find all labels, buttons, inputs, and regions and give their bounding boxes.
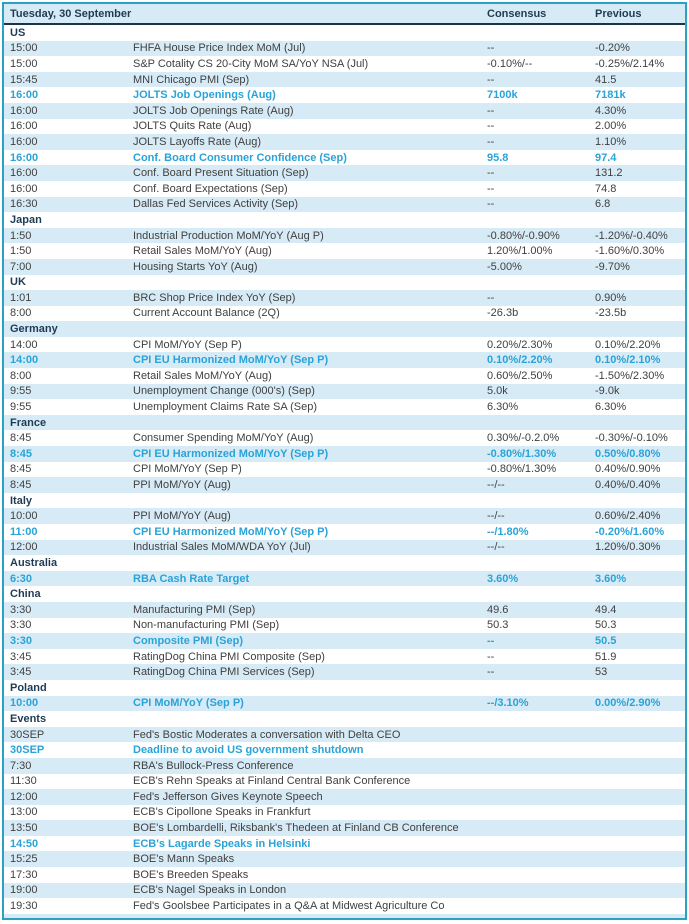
cell-previous: 51.9 <box>595 650 617 663</box>
section-name: Events <box>10 712 47 725</box>
cell-event: ECB's Nagel Speaks in London <box>133 884 287 897</box>
cell-consensus: -- <box>487 650 495 663</box>
section-name: Poland <box>10 681 47 694</box>
cell-consensus: 0.30%/-0.2.0% <box>487 432 560 445</box>
table-bottom-strip <box>4 914 685 918</box>
cell-event: MNI Chicago PMI (Sep) <box>133 73 250 86</box>
cell-event: RBA Cash Rate Target <box>133 572 250 585</box>
cell-time: 16:00 <box>10 151 39 164</box>
cell-time: 19:00 <box>10 884 38 897</box>
event-row <box>4 41 685 57</box>
cell-consensus: -5.00% <box>487 260 522 273</box>
cell-time: 16:00 <box>10 89 39 102</box>
cell-previous: 3.60% <box>595 572 627 585</box>
cell-previous: -9.70% <box>595 260 630 273</box>
event-row <box>4 649 685 665</box>
cell-time: 16:00 <box>10 135 38 148</box>
cell-consensus: -0.80%/1.30% <box>487 447 557 460</box>
event-row <box>4 758 685 774</box>
event-row <box>4 696 685 712</box>
section-name: Japan <box>10 213 42 226</box>
event-row <box>4 165 685 181</box>
cell-event: Unemployment Claims Rate SA (Sep) <box>133 401 318 414</box>
cell-consensus: -- <box>487 104 495 117</box>
cell-event: BRC Shop Price Index YoY (Sep) <box>133 291 296 304</box>
table-date-title: Tuesday, 30 September <box>10 7 132 20</box>
section-name: China <box>10 588 41 601</box>
cell-event: Fed's Jefferson Gives Keynote Speech <box>133 790 323 803</box>
cell-time: 3:45 <box>10 666 32 679</box>
cell-previous: -9.0k <box>595 385 620 398</box>
cell-consensus: -0.10%/-- <box>487 57 533 70</box>
cell-previous: 50.3 <box>595 619 617 632</box>
cell-consensus: -- <box>487 198 495 211</box>
event-row <box>4 805 685 821</box>
cell-event: CPI EU Harmonized MoM/YoY (Sep P) <box>133 447 329 460</box>
cell-previous: -1.60%/0.30% <box>595 245 665 258</box>
cell-event: BOE's Breeden Speaks <box>133 868 249 881</box>
section-header-australia <box>4 555 685 571</box>
cell-event: BOE's Lombardelli, Riksbank's Thedeen at Finland CB Conference <box>133 822 459 835</box>
event-row <box>4 446 685 462</box>
cell-event: Non-manufacturing PMI (Sep) <box>133 619 280 632</box>
cell-consensus: -0.80%/-0.90% <box>487 229 560 242</box>
cell-consensus: -- <box>487 135 495 148</box>
cell-time: 10:00 <box>10 697 39 710</box>
cell-consensus: 1.20%/1.00% <box>487 245 553 258</box>
event-row <box>4 197 685 213</box>
cell-time: 8:45 <box>10 447 33 460</box>
section-name: UK <box>10 276 26 289</box>
event-row <box>4 477 685 493</box>
cell-time: 30SEP <box>10 728 45 741</box>
cell-previous: 131.2 <box>595 167 623 180</box>
event-row <box>4 352 685 368</box>
cell-event: Conf. Board Present Situation (Sep) <box>133 167 309 180</box>
cell-time: 13:50 <box>10 822 38 835</box>
cell-previous: 0.40%/0.40% <box>595 479 661 492</box>
event-row <box>4 259 685 275</box>
cell-consensus: 49.6 <box>487 603 509 616</box>
cell-consensus: 7100k <box>487 89 518 102</box>
cell-previous: -1.20%/-0.40% <box>595 229 668 242</box>
cell-previous: 49.4 <box>595 603 617 616</box>
section-header-poland <box>4 680 685 696</box>
section-header-france <box>4 415 685 431</box>
cell-event: Fed's Bostic Moderates a conversation with Delta CEO <box>133 728 401 741</box>
cell-time: 15:45 <box>10 73 38 86</box>
section-header-japan <box>4 212 685 228</box>
cell-time: 16:00 <box>10 182 38 195</box>
cell-previous: 97.4 <box>595 151 617 164</box>
cell-time: 15:00 <box>10 57 38 70</box>
cell-previous: -0.20%/1.60% <box>595 525 665 538</box>
cell-time: 12:00 <box>10 541 38 554</box>
cell-previous: 53 <box>595 666 608 679</box>
event-row <box>4 836 685 852</box>
cell-time: 3:30 <box>10 634 33 647</box>
event-row <box>4 540 685 556</box>
cell-time: 14:00 <box>10 338 38 351</box>
cell-consensus: -- <box>487 73 495 86</box>
cell-event: Retail Sales MoM/YoY (Aug) <box>133 369 272 382</box>
section-name: US <box>10 26 26 39</box>
cell-event: JOLTS Quits Rate (Aug) <box>133 120 252 133</box>
cell-previous: 0.90% <box>595 291 627 304</box>
cell-time: 16:00 <box>10 167 38 180</box>
event-row <box>4 150 685 166</box>
cell-time: 1:01 <box>10 291 32 304</box>
cell-event: ECB's Lagarde Speaks in Helsinki <box>133 837 311 850</box>
cell-event: Composite PMI (Sep) <box>133 634 244 647</box>
cell-event: Consumer Spending MoM/YoY (Aug) <box>133 432 314 445</box>
cell-event: PPI MoM/YoY (Aug) <box>133 479 231 492</box>
cell-previous: -0.30%/-0.10% <box>595 432 668 445</box>
cell-consensus: -- <box>487 291 495 304</box>
cell-time: 8:45 <box>10 479 32 492</box>
section-name: Italy <box>10 494 33 507</box>
cell-consensus: 0.10%/2.20% <box>487 354 553 367</box>
cell-time: 10:00 <box>10 510 38 523</box>
cell-previous: 50.5 <box>595 634 617 647</box>
cell-event: RatingDog China PMI Services (Sep) <box>133 666 315 679</box>
cell-time: 9:55 <box>10 385 32 398</box>
cell-time: 1:50 <box>10 245 32 258</box>
cell-event: JOLTS Job Openings (Aug) <box>133 89 276 102</box>
column-header-previous: Previous <box>595 7 642 20</box>
event-row <box>4 571 685 587</box>
cell-time: 3:30 <box>10 603 32 616</box>
cell-event: S&P Cotality CS 20-City MoM SA/YoY NSA (Jul) <box>133 57 369 70</box>
cell-previous: 0.50%/0.80% <box>595 447 661 460</box>
cell-previous: 0.10%/2.10% <box>595 354 661 367</box>
cell-time: 8:00 <box>10 369 32 382</box>
event-row <box>4 87 685 103</box>
cell-event: Industrial Sales MoM/WDA YoY (Jul) <box>133 541 311 554</box>
event-row <box>4 181 685 197</box>
event-row <box>4 820 685 836</box>
cell-previous: -0.20% <box>595 42 630 55</box>
cell-time: 8:45 <box>10 432 32 445</box>
cell-time: 8:00 <box>10 307 32 320</box>
economic-calendar-table <box>2 2 687 920</box>
cell-time: 14:00 <box>10 354 39 367</box>
cell-consensus: 50.3 <box>487 619 509 632</box>
cell-previous: 41.5 <box>595 73 617 86</box>
cell-consensus: --/3.10% <box>487 697 529 710</box>
cell-event: Conf. Board Consumer Confidence (Sep) <box>133 151 347 164</box>
event-row <box>4 883 685 899</box>
column-header-consensus: Consensus <box>487 7 547 20</box>
event-row <box>4 228 685 244</box>
section-header-italy <box>4 493 685 509</box>
cell-event: CPI MoM/YoY (Sep P) <box>133 697 244 710</box>
event-row <box>4 72 685 88</box>
cell-previous: 74.8 <box>595 182 617 195</box>
cell-consensus: 95.8 <box>487 151 509 164</box>
cell-consensus: -- <box>487 120 495 133</box>
cell-event: Dallas Fed Services Activity (Sep) <box>133 198 299 211</box>
cell-event: CPI MoM/YoY (Sep P) <box>133 338 242 351</box>
cell-previous: 0.60%/2.40% <box>595 510 661 523</box>
section-name: Germany <box>10 323 58 336</box>
event-row <box>4 290 685 306</box>
cell-event: Retail Sales MoM/YoY (Aug) <box>133 245 272 258</box>
cell-previous: 0.40%/0.90% <box>595 463 661 476</box>
cell-consensus: -- <box>487 167 495 180</box>
cell-consensus: -- <box>487 634 495 647</box>
cell-time: 16:00 <box>10 104 38 117</box>
cell-previous: 6.30% <box>595 401 627 414</box>
cell-event: Manufacturing PMI (Sep) <box>133 603 256 616</box>
cell-previous: -0.25%/2.14% <box>595 57 665 70</box>
section-header-uk <box>4 275 685 291</box>
event-row <box>4 898 685 914</box>
event-row <box>4 243 685 259</box>
cell-event: Deadline to avoid US government shutdown <box>133 744 364 757</box>
event-row <box>4 789 685 805</box>
cell-previous: 6.8 <box>595 198 611 211</box>
cell-time: 16:30 <box>10 198 38 211</box>
cell-time: 16:00 <box>10 120 38 133</box>
cell-event: Fed's Goolsbee Participates in a Q&A at Midwest Agriculture Co <box>133 900 445 913</box>
cell-time: 15:25 <box>10 853 38 866</box>
cell-time: 19:30 <box>10 900 38 913</box>
cell-event: JOLTS Layoffs Rate (Aug) <box>133 135 261 148</box>
event-row <box>4 368 685 384</box>
cell-time: 3:30 <box>10 619 32 632</box>
cell-time: 7:30 <box>10 759 32 772</box>
cell-time: 1:50 <box>10 229 32 242</box>
cell-time: 7:00 <box>10 260 32 273</box>
cell-time: 15:00 <box>10 42 38 55</box>
cell-time: 17:30 <box>10 868 38 881</box>
section-header-events <box>4 711 685 727</box>
cell-previous: -23.5b <box>595 307 627 320</box>
event-row <box>4 867 685 883</box>
event-row <box>4 618 685 634</box>
event-row <box>4 134 685 150</box>
cell-time: 12:00 <box>10 790 38 803</box>
cell-event: ECB's Rehn Speaks at Finland Central Bank Conference <box>133 775 411 788</box>
cell-consensus: --/1.80% <box>487 525 529 538</box>
cell-previous: -1.50%/2.30% <box>595 369 665 382</box>
event-row <box>4 727 685 743</box>
event-row <box>4 399 685 415</box>
cell-event: Industrial Production MoM/YoY (Aug P) <box>133 229 324 242</box>
cell-previous: 2.00% <box>595 120 627 133</box>
cell-consensus: -26.3b <box>487 307 519 320</box>
event-row <box>4 774 685 790</box>
event-row <box>4 633 685 649</box>
cell-time: 6:30 <box>10 572 33 585</box>
section-header-germany <box>4 321 685 337</box>
event-row <box>4 508 685 524</box>
section-name: Australia <box>10 556 58 569</box>
section-header-china <box>4 586 685 602</box>
cell-consensus: -0.80%/1.30% <box>487 463 557 476</box>
cell-time: 11:00 <box>10 525 38 538</box>
cell-consensus: --/-- <box>487 541 505 554</box>
cell-consensus: 0.60%/2.50% <box>487 369 553 382</box>
cell-previous: 1.10% <box>595 135 627 148</box>
cell-time: 3:45 <box>10 650 32 663</box>
cell-previous: 7181k <box>595 89 626 102</box>
cell-time: 30SEP <box>10 744 45 757</box>
cell-consensus: -- <box>487 666 495 679</box>
event-row <box>4 384 685 400</box>
event-row <box>4 742 685 758</box>
cell-event: JOLTS Job Openings Rate (Aug) <box>133 104 294 117</box>
cell-event: Housing Starts YoY (Aug) <box>133 260 258 273</box>
cell-previous: 1.20%/0.30% <box>595 541 661 554</box>
cell-consensus: -- <box>487 42 495 55</box>
cell-previous: 4.30% <box>595 104 627 117</box>
cell-time: 13:00 <box>10 806 38 819</box>
cell-event: CPI EU Harmonized MoM/YoY (Sep P) <box>133 354 329 367</box>
event-row <box>4 524 685 540</box>
cell-consensus: -- <box>487 182 495 195</box>
event-row <box>4 851 685 867</box>
cell-consensus: --/-- <box>487 510 505 523</box>
cell-event: RBA's Bullock-Press Conference <box>133 759 294 772</box>
cell-consensus: 0.20%/2.30% <box>487 338 553 351</box>
event-row <box>4 664 685 680</box>
event-row <box>4 462 685 478</box>
event-row <box>4 430 685 446</box>
cell-event: CPI MoM/YoY (Sep P) <box>133 463 242 476</box>
cell-time: 8:45 <box>10 463 32 476</box>
cell-event: ECB's Cipollone Speaks in Frankfurt <box>133 806 311 819</box>
cell-consensus: --/-- <box>487 479 505 492</box>
cell-consensus: 6.30% <box>487 401 519 414</box>
table-header <box>4 4 685 25</box>
cell-time: 9:55 <box>10 401 32 414</box>
cell-event: Unemployment Change (000's) (Sep) <box>133 385 315 398</box>
cell-time: 11:30 <box>10 775 37 788</box>
event-row <box>4 56 685 72</box>
cell-event: FHFA House Price Index MoM (Jul) <box>133 42 306 55</box>
event-row <box>4 103 685 119</box>
cell-event: PPI MoM/YoY (Aug) <box>133 510 231 523</box>
cell-event: Current Account Balance (2Q) <box>133 307 280 320</box>
cell-event: BOE's Mann Speaks <box>133 853 235 866</box>
cell-consensus: 5.0k <box>487 385 508 398</box>
event-row <box>4 306 685 322</box>
cell-previous: 0.00%/2.90% <box>595 697 661 710</box>
section-name: France <box>10 416 47 429</box>
cell-event: Conf. Board Expectations (Sep) <box>133 182 288 195</box>
cell-event: RatingDog China PMI Composite (Sep) <box>133 650 325 663</box>
event-row <box>4 119 685 135</box>
event-row <box>4 602 685 618</box>
cell-event: CPI EU Harmonized MoM/YoY (Sep P) <box>133 525 329 538</box>
event-row <box>4 337 685 353</box>
cell-time: 14:50 <box>10 837 39 850</box>
section-header-us <box>4 25 685 41</box>
cell-previous: 0.10%/2.20% <box>595 338 661 351</box>
cell-consensus: 3.60% <box>487 572 519 585</box>
